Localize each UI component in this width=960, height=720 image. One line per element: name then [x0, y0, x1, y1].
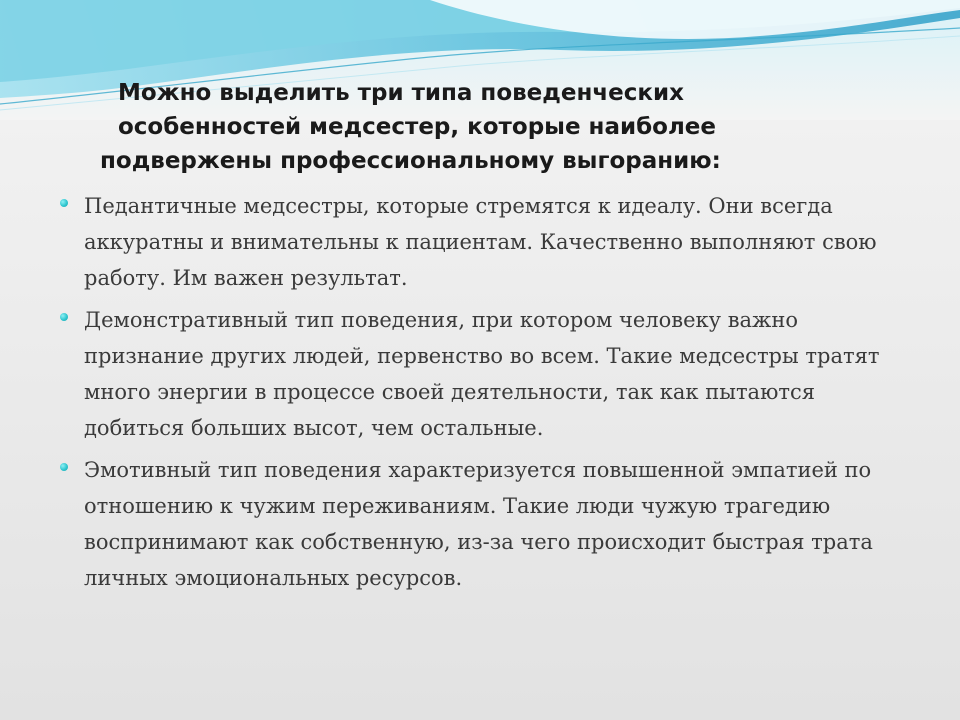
- bullet-dot-icon: [60, 199, 68, 207]
- bullet-item: [60, 302, 900, 446]
- bullet-text: Эмотивный тип поведения характеризуется повышенной эмпатией по отношению к чужим переживаниям. Такие люди чужую трагедию воспринимают как собственную, из-за чего происходит быстрая трата личных эмоциональных ресурсов.: [84, 458, 873, 590]
- bullet-dot-icon: [60, 313, 68, 321]
- bullet-list: [60, 188, 900, 602]
- slide-title: [100, 76, 920, 178]
- title-line: Можно выделить три типа поведенческих: [118, 80, 684, 106]
- bullet-text: Демонстративный тип поведения, при котором человеку важно признание других людей, первенство во всем. Такие медсестры тратят много энергии в процессе своей деятельности, так как пытаются добиться больших высот, чем остальные.: [84, 308, 880, 440]
- bullet-text: Педантичные медсестры, которые стремятся к идеалу. Они всегда аккуратны и внимательны к пациентам. Качественно выполняют свою работу. Им важен результат.: [84, 194, 877, 290]
- bullet-item: [60, 188, 900, 296]
- title-line: подвержены профессиональному выгоранию:: [100, 148, 721, 174]
- title-line: особенностей медсестер, которые наиболее: [118, 114, 716, 140]
- bullet-item: [60, 452, 900, 596]
- bullet-dot-icon: [60, 463, 68, 471]
